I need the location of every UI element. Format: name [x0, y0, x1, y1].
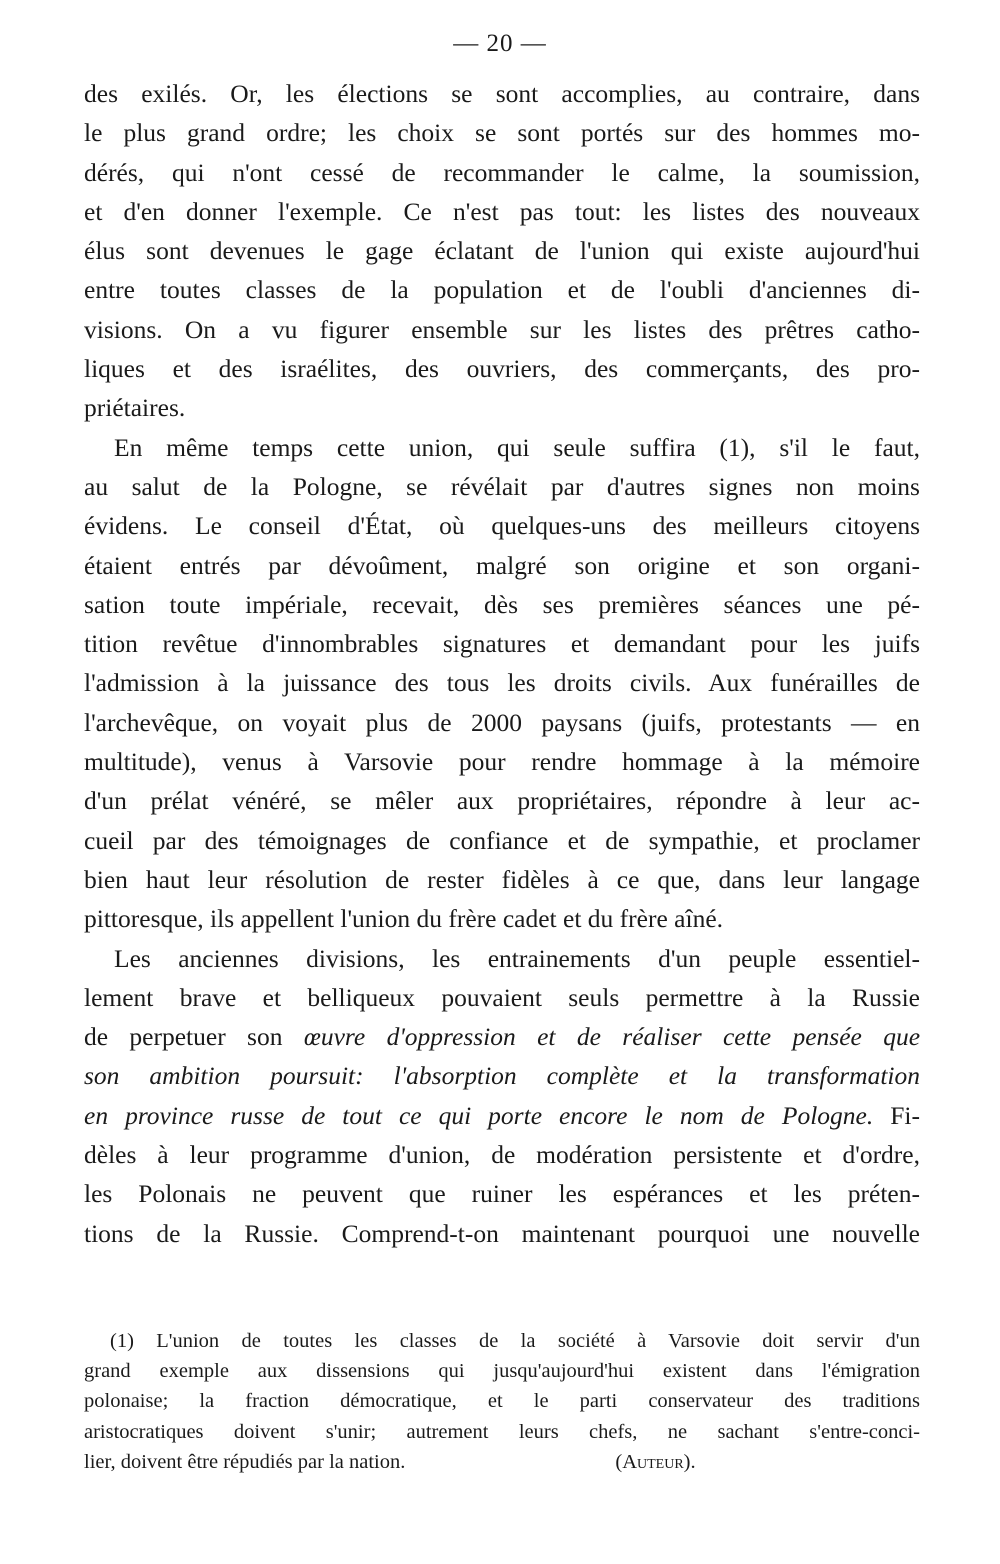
text-line: bien haut leur résolution de rester fidèles à ce que, dans leur langage — [84, 864, 920, 894]
text-line: et d'en donner l'exemple. Ce n'est pas tout: les listes des nouveaux — [84, 196, 920, 226]
main-text — [84, 74, 920, 1253]
text-line: priétaires. — [84, 393, 186, 423]
footnote-line: (1) L'union de toutes les classes de la société à Varsovie doit servir d'un — [110, 1330, 920, 1352]
text-line: tions de la Russie. Comprend-t-on maintenant pourquoi une nouvelle — [84, 1218, 920, 1248]
footnote-text: lier, doivent être répudiés par la nation. — [84, 1450, 406, 1473]
text-line: liques et des israélites, des ouvriers, des commerçants, des pro- — [84, 354, 920, 384]
footnote-line-last — [84, 1447, 920, 1477]
text-line: sation toute impériale, recevait, dès ses premières séances une pé- — [84, 589, 920, 619]
text-line: au salut de la Pologne, se révélait par d'autres signes non moins — [84, 471, 920, 501]
page-number: — 20 — — [453, 30, 547, 57]
footnote — [84, 1326, 920, 1477]
text-line: pittoresque, ils appellent l'union du frère cadet et du frère aîné. — [84, 904, 724, 934]
text-fragment: de perpetuer son — [84, 1022, 283, 1052]
text-line: Les anciennes divisions, les entrainements d'un peuple essentiel- — [114, 943, 920, 973]
text-line: tition revêtue d'innombrables signatures et demandant pour les juifs — [84, 629, 920, 659]
text-fragment: Fi- — [890, 1100, 920, 1130]
italic-line: son ambition poursuit: l'absorption complète et la transformation — [84, 1061, 920, 1091]
text-line: En même temps cette union, qui seule suffira (1), s'il le faut, — [114, 432, 920, 462]
text-line: dérés, qui n'ont cessé de recommander le calme, la soumission, — [84, 157, 920, 187]
text-line: visions. On a vu figurer ensemble sur les listes des prêtres catho- — [84, 314, 920, 344]
text-line: l'archevêque, on voyait plus de 2000 paysans (juifs, protestants — en — [84, 707, 920, 737]
text-line-mixed — [84, 1017, 920, 1056]
text-line: cueil par des témoignages de confiance et de sympathie, et proclamer — [84, 825, 920, 855]
footnote-line: polonaise; la fraction démocratique, et le parti conservateur des traditions — [84, 1390, 920, 1413]
text-line: multitude), venus à Varsovie pour rendre hommage à la mémoire — [84, 747, 920, 777]
italic-fragment: œuvre d'oppression et de réaliser cette pensée que — [303, 1022, 920, 1052]
text-line-mixed — [84, 1096, 920, 1135]
text-line: l'admission à la juissance des tous les droits civils. Aux funérailles de — [84, 668, 920, 698]
text-line: le plus grand ordre; les choix se sont portés sur des hommes mo- — [84, 118, 920, 148]
text-line: d'un prélat vénéré, se mêler aux propriétaires, répondre à leur ac- — [84, 786, 920, 816]
text-line: dèles à leur programme d'union, de modération persistente et d'ordre, — [84, 1140, 920, 1170]
text-line: lement brave et belliqueux pouvaient seuls permettre à la Russie — [84, 982, 920, 1012]
text-line: des exilés. Or, les élections se sont accomplies, au contraire, dans — [84, 79, 920, 108]
footnote-line: grand exemple aux dissensions qui jusqu'aujourd'hui existent dans l'émigration — [84, 1360, 920, 1383]
footnote-attribution: (Auteur). — [615, 1450, 696, 1473]
text-line: évidens. Le conseil d'État, où quelques-uns des meilleurs citoyens — [84, 511, 920, 541]
italic-fragment: en province russe de tout ce qui porte encore le nom de Pologne. — [84, 1100, 874, 1130]
text-line: élus sont devenues le gage éclatant de l'union qui existe aujourd'hui — [84, 236, 920, 266]
text-line: entre toutes classes de la population et de l'oubli d'anciennes di- — [84, 275, 920, 305]
text-line: les Polonais ne peuvent que ruiner les espérances et les préten- — [84, 1179, 920, 1209]
footnote-line: aristocratiques doivent s'unir; autrement leurs chefs, ne sachant s'entre-conci- — [84, 1420, 920, 1443]
text-line: étaient entrés par dévoûment, malgré son origine et son organi- — [84, 550, 920, 580]
